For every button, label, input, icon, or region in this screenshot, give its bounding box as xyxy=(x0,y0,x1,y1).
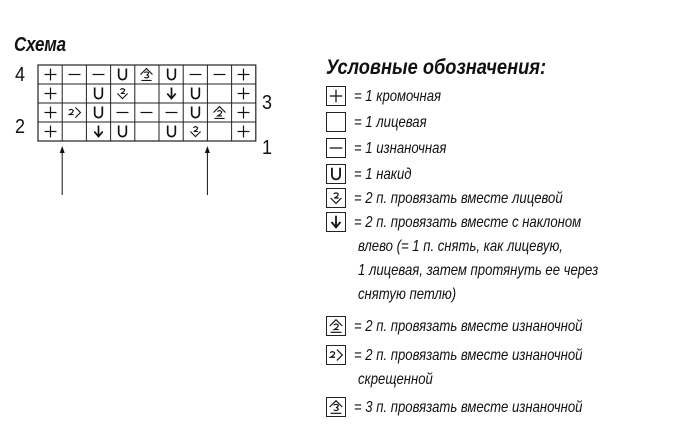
scheme-title: Схема xyxy=(14,34,66,56)
edge-stitch-icon xyxy=(326,86,346,106)
legend-text: = 1 накид xyxy=(354,166,412,183)
legend-text: = 1 лицевая xyxy=(354,114,427,131)
chart-cell-p2tog-icon xyxy=(207,103,231,122)
chart-cell-yarn-over-icon xyxy=(159,122,183,141)
chart-cell-k2tog-icon xyxy=(183,122,207,141)
purl-stitch-icon xyxy=(326,138,346,158)
knit-stitch-icon xyxy=(326,112,346,132)
chart-cell-p2tog-tbl-icon xyxy=(62,103,86,122)
yarn-over-icon xyxy=(326,164,346,184)
chart-cell-purl-stitch-icon xyxy=(62,65,86,84)
chart-cell-p3tog-icon xyxy=(135,65,159,84)
chart-cell-yarn-over-icon xyxy=(183,103,207,122)
legend-text: = 2 п. провязать вместе лицевой xyxy=(354,190,563,207)
chart-cell-knit-stitch-icon xyxy=(135,84,159,103)
chart-cell-edge-stitch-icon xyxy=(232,103,256,122)
knitting-chart-grid xyxy=(38,65,256,141)
chart-cell-knit-stitch-icon xyxy=(62,122,86,141)
chart-cell-edge-stitch-icon xyxy=(38,65,62,84)
legend-text: = 1 изнаночная xyxy=(354,140,447,157)
repeat-arrow xyxy=(205,146,210,195)
chart-cell-edge-stitch-icon xyxy=(38,103,62,122)
chart-cell-skpo-arrow-icon xyxy=(86,122,110,141)
chart-cell-purl-stitch-icon xyxy=(207,65,231,84)
legend-text-continued: 1 лицевая, затем протянуть ее через xyxy=(358,262,599,279)
row-number-2: 2 xyxy=(15,116,26,138)
chart-cell-edge-stitch-icon xyxy=(38,122,62,141)
chart-cell-purl-stitch-icon xyxy=(111,103,135,122)
legend-text-continued: снятую петлю) xyxy=(358,286,457,303)
row-number-3: 3 xyxy=(262,92,273,114)
legend-text: = 2 п. провязать вместе изнаночной xyxy=(354,318,583,335)
legend-text-continued: влево (= 1 п. снять, как лицевую, xyxy=(358,238,563,255)
chart-cell-skpo-arrow-icon xyxy=(159,84,183,103)
chart-cell-yarn-over-icon xyxy=(159,65,183,84)
chart-cell-edge-stitch-icon xyxy=(38,84,62,103)
chart-cell-k2tog-icon xyxy=(111,84,135,103)
legend-title: Условные обозначения: xyxy=(326,56,547,79)
skpo-arrow-icon xyxy=(326,212,346,232)
chart-cell-yarn-over-icon xyxy=(111,65,135,84)
legend-text: = 3 п. провязать вместе изнаночной xyxy=(354,399,583,416)
chart-cell-edge-stitch-icon xyxy=(232,122,256,141)
p2tog-icon xyxy=(326,316,346,336)
row-number-4: 4 xyxy=(15,64,26,86)
chart-cell-yarn-over-icon xyxy=(183,84,207,103)
chart-cell-yarn-over-icon xyxy=(86,84,110,103)
repeat-arrow xyxy=(60,146,65,195)
k2tog-icon xyxy=(326,188,346,208)
chart-cell-yarn-over-icon xyxy=(111,122,135,141)
legend-text-continued: скрещенной xyxy=(358,371,433,388)
chart-cell-knit-stitch-icon xyxy=(207,84,231,103)
chart-cell-purl-stitch-icon xyxy=(159,103,183,122)
chart-cell-knit-stitch-icon xyxy=(62,84,86,103)
legend-text: = 2 п. провязать вместе с наклоном xyxy=(354,214,582,231)
p3tog-icon xyxy=(326,397,346,417)
legend-text: = 1 кромочная xyxy=(354,88,442,105)
chart-cell-purl-stitch-icon xyxy=(135,103,159,122)
chart-cell-edge-stitch-icon xyxy=(232,65,256,84)
chart-cell-yarn-over-icon xyxy=(86,103,110,122)
p2tog-tbl-icon xyxy=(326,345,346,365)
legend-text: = 2 п. провязать вместе изнаночной xyxy=(354,347,583,364)
chart-cell-purl-stitch-icon xyxy=(183,65,207,84)
chart-cell-edge-stitch-icon xyxy=(232,84,256,103)
chart-cell-knit-stitch-icon xyxy=(135,122,159,141)
row-number-1: 1 xyxy=(262,137,273,159)
chart-cell-purl-stitch-icon xyxy=(86,65,110,84)
chart-cell-knit-stitch-icon xyxy=(207,122,231,141)
